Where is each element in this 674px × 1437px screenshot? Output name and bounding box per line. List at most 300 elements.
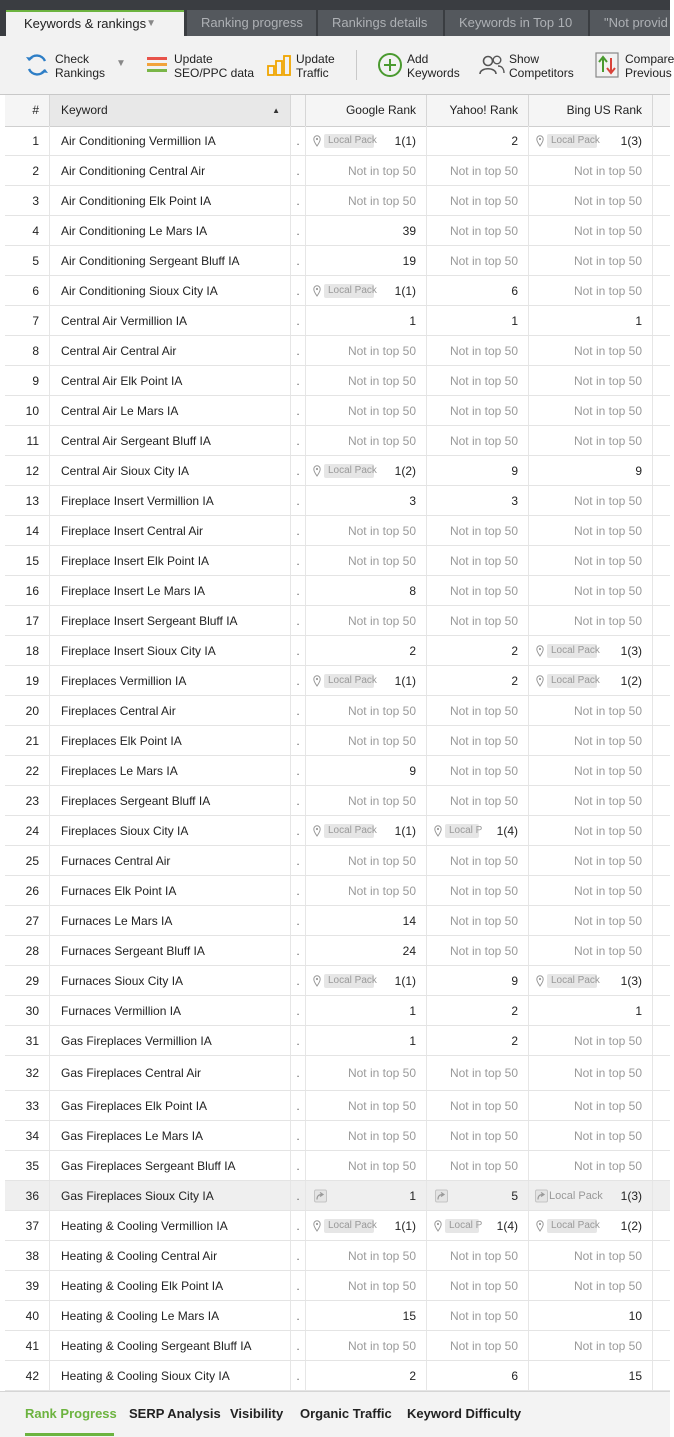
rank-value: 1 [511,313,518,328]
row-marker: . [291,636,306,665]
table-row[interactable] [5,1331,670,1361]
bottom-tab-rank-progress[interactable]: Rank Progress [25,1406,117,1421]
bing-rank-cell [529,546,653,575]
row-marker: . [291,426,306,455]
table-row[interactable] [5,1301,670,1331]
bottom-tab-serp-analysis[interactable]: SERP Analysis [129,1406,221,1421]
external-link-icon[interactable] [535,1189,548,1202]
table-row[interactable] [5,696,670,726]
col-header-keyword[interactable] [50,95,291,126]
google-rank-cell [306,156,427,185]
keyword-cell[interactable]: Fireplaces Vermillion IA [50,666,291,695]
row-number: 14 [5,516,50,545]
rank-value: 9 [409,763,416,778]
google-rank-cell [306,996,427,1025]
table-row[interactable] [5,486,670,516]
row-number: 7 [5,306,50,335]
not-in-top-label: Not in top 50 [573,1033,642,1048]
row-number: 24 [5,816,50,845]
keyword-cell[interactable]: Furnaces Sioux City IA [50,966,291,995]
row-number: 27 [5,906,50,935]
update-traffic-button[interactable] [266,36,346,94]
row-number: 28 [5,936,50,965]
bottom-tab-organic-traffic[interactable]: Organic Traffic [300,1406,392,1421]
not-in-top-label: Not in top 50 [573,1248,642,1263]
keyword-cell[interactable]: Central Air Vermillion IA [50,306,291,335]
keyword-cell[interactable]: Fireplaces Elk Point IA [50,726,291,755]
not-in-top-label: Not in top 50 [573,943,642,958]
tab-label: Keywords in Top 10 [459,15,573,30]
bing-rank-cell [529,246,653,275]
row-marker: . [291,366,306,395]
row-number: 40 [5,1301,50,1330]
row-number: 22 [5,756,50,785]
yahoo-rank-cell [427,1056,529,1090]
not-in-top-label: Not in top 50 [573,853,642,868]
bing-rank-cell [529,1211,653,1240]
table-row[interactable] [5,1151,670,1181]
table-row[interactable] [5,366,670,396]
not-in-top-label: Not in top 50 [449,793,518,808]
row-number: 29 [5,966,50,995]
not-in-top-label: Not in top 50 [347,1158,416,1173]
keyword-cell[interactable]: Fireplace Insert Central Air [50,516,291,545]
not-in-top-label: Not in top 50 [449,583,518,598]
local-pack-badge: Local Pack [324,464,374,478]
external-link-icon[interactable] [435,1189,448,1202]
keyword-cell[interactable]: Gas Fireplaces Sergeant Bluff IA [50,1151,291,1180]
update-seo-ppc-button[interactable] [146,36,255,94]
yahoo-rank-cell [427,1301,529,1330]
rank-value: 14 [402,913,416,928]
map-pin-icon [313,135,321,147]
row-marker: . [291,456,306,485]
google-rank-cell [306,1056,427,1090]
map-pin-icon [313,675,321,687]
table-row[interactable] [5,906,670,936]
rank-value: 24 [402,943,416,958]
not-in-top-label: Not in top 50 [573,1128,642,1143]
keyword-cell[interactable]: Gas Fireplaces Vermillion IA [50,1026,291,1055]
add-circle-icon [377,52,403,78]
chevron-down-icon[interactable]: ▼ [146,18,156,29]
bing-rank-cell [529,486,653,515]
row-number: 18 [5,636,50,665]
keyword-cell[interactable]: Fireplaces Sergeant Bluff IA [50,786,291,815]
not-in-top-label: Not in top 50 [573,583,642,598]
not-in-top-label: Not in top 50 [573,823,642,838]
keyword-cell[interactable]: Air Conditioning Central Air [50,156,291,185]
keyword-cell[interactable]: Gas Fireplaces Sioux City IA [50,1181,291,1210]
row-marker: . [291,1091,306,1120]
row-marker: . [291,726,306,755]
bing-rank-cell [529,966,653,995]
keyword-cell[interactable]: Central Air Central Air [50,336,291,365]
local-pack-badge: Local P [445,824,479,838]
row-number: 16 [5,576,50,605]
google-rank-cell [306,1361,427,1390]
keyword-cell[interactable]: Heating & Cooling Vermillion IA [50,1211,291,1240]
tab-rankings-details[interactable] [318,10,443,36]
rank-value: 1 [409,1188,416,1203]
add-keywords-button[interactable] [377,36,465,94]
table-row[interactable] [5,306,670,336]
table-row[interactable] [5,1361,670,1391]
not-in-top-label: Not in top 50 [573,1158,642,1173]
bing-rank-cell [529,1271,653,1300]
row-marker: . [291,1301,306,1330]
google-rank-cell [306,1211,427,1240]
rank-value: 1(1) [394,973,416,988]
table-row[interactable] [5,936,670,966]
yahoo-rank-cell [427,216,529,245]
not-in-top-label: Not in top 50 [347,523,416,538]
table-row[interactable] [5,156,670,186]
row-number: 30 [5,996,50,1025]
rank-value: 1(4) [496,1218,518,1233]
table-row[interactable] [5,1181,670,1211]
table-row[interactable] [5,786,670,816]
row-number: 23 [5,786,50,815]
keyword-cell[interactable]: Fireplaces Le Mars IA [50,756,291,785]
keyword-cell[interactable]: Fireplace Insert Elk Point IA [50,546,291,575]
tab-not-provided[interactable] [590,10,670,36]
not-in-top-label: Not in top 50 [449,1308,518,1323]
rank-value: 39 [402,223,416,238]
yahoo-rank-cell [427,276,529,305]
rank-value: 2 [511,1003,518,1018]
table-row[interactable] [5,966,670,996]
keyword-cell[interactable]: Heating & Cooling Le Mars IA [50,1301,291,1330]
bing-rank-cell [529,636,653,665]
not-in-top-label: Not in top 50 [449,433,518,448]
not-in-top-label: Not in top 50 [573,763,642,778]
map-pin-icon [434,825,442,837]
bing-rank-cell [529,1241,653,1270]
bing-rank-cell [529,126,653,155]
not-in-top-label: Not in top 50 [449,1098,518,1113]
row-number: 20 [5,696,50,725]
yahoo-rank-cell [427,186,529,215]
keyword-cell[interactable]: Central Air Sioux City IA [50,456,291,485]
map-pin-icon [536,645,544,657]
local-pack-badge: Local Pack [547,674,597,688]
row-number: 19 [5,666,50,695]
keyword-cell[interactable]: Heating & Cooling Sioux City IA [50,1361,291,1390]
not-in-top-label: Not in top 50 [573,793,642,808]
keyword-cell[interactable]: Fireplaces Sioux City IA [50,816,291,845]
row-marker: . [291,126,306,155]
keyword-cell[interactable]: Heating & Cooling Central Air [50,1241,291,1270]
not-in-top-label: Not in top 50 [347,1338,416,1353]
row-marker: . [291,216,306,245]
google-rank-cell [306,216,427,245]
table-row[interactable] [5,186,670,216]
chevron-down-icon[interactable]: ▼ [116,58,126,69]
rank-value: 1(2) [620,673,642,688]
col-header-yahoo[interactable] [427,95,529,126]
table-row[interactable] [5,1271,670,1301]
table-row[interactable] [5,546,670,576]
keyword-cell[interactable]: Gas Fireplaces Le Mars IA [50,1121,291,1150]
row-marker: . [291,1121,306,1150]
tab-keywords-rankings[interactable] [6,10,184,36]
bing-rank-cell [529,576,653,605]
keyword-cell[interactable]: Central Air Sergeant Bluff IA [50,426,291,455]
compare-previous-button[interactable] [595,36,674,94]
table-row[interactable] [5,816,670,846]
table-row[interactable] [5,126,670,156]
not-in-top-label: Not in top 50 [573,523,642,538]
keyword-cell[interactable]: Air Conditioning Sergeant Bluff IA [50,246,291,275]
check-rankings-button[interactable] [24,36,128,94]
col-google-label: Google Rank [345,103,416,117]
yahoo-rank-cell [427,846,529,875]
row-marker: . [291,846,306,875]
table-row[interactable] [5,576,670,606]
table-row[interactable] [5,396,670,426]
compare-previous-label: Compare Previous [625,52,674,80]
keyword-cell[interactable]: Fireplace Insert Vermillion IA [50,486,291,515]
not-in-top-label: Not in top 50 [449,523,518,538]
tab-keywords-top10[interactable] [445,10,588,36]
map-pin-icon [313,465,321,477]
row-marker: . [291,156,306,185]
google-rank-cell [306,756,427,785]
col-num-label: # [32,103,39,117]
rank-value: 9 [635,463,642,478]
not-in-top-label: Not in top 50 [347,1128,416,1143]
keyword-cell[interactable]: Heating & Cooling Sergeant Bluff IA [50,1331,291,1360]
row-number: 9 [5,366,50,395]
keyword-cell[interactable]: Gas Fireplaces Central Air [50,1056,291,1090]
google-rank-cell [306,486,427,515]
not-in-top-label: Not in top 50 [449,613,518,628]
keyword-cell[interactable]: Central Air Elk Point IA [50,366,291,395]
keyword-cell[interactable]: Air Conditioning Elk Point IA [50,186,291,215]
not-in-top-label: Not in top 50 [573,373,642,388]
google-rank-cell [306,546,427,575]
google-rank-cell [306,846,427,875]
row-marker: . [291,876,306,905]
table-row[interactable] [5,996,670,1026]
google-rank-cell [306,576,427,605]
not-in-top-label: Not in top 50 [449,1248,518,1263]
sort-ascending-icon: ▲ [272,106,280,115]
keyword-cell[interactable]: Furnaces Le Mars IA [50,906,291,935]
bing-rank-cell [529,306,653,335]
yahoo-rank-cell [427,666,529,695]
bing-rank-cell [529,756,653,785]
row-number: 32 [5,1056,50,1090]
table-row[interactable] [5,336,670,366]
row-marker: . [291,936,306,965]
google-rank-cell [306,336,427,365]
map-pin-icon [313,1220,321,1232]
table-row[interactable] [5,216,670,246]
col-bing-label: Bing US Rank [566,103,642,117]
table-row[interactable] [5,426,670,456]
google-rank-cell [306,816,427,845]
keyword-cell[interactable]: Gas Fireplaces Elk Point IA [50,1091,291,1120]
table-row[interactable] [5,1026,670,1056]
bing-rank-cell [529,1056,653,1090]
not-in-top-label: Not in top 50 [449,253,518,268]
row-marker: . [291,1026,306,1055]
table-row[interactable] [5,246,670,276]
local-pack-badge: Local Pack [324,974,374,988]
show-competitors-label: Show Competitors [509,52,574,80]
table-row[interactable] [5,876,670,906]
rank-value: 9 [511,973,518,988]
rank-value: 1(3) [620,643,642,658]
toolbar [0,36,674,95]
table-row[interactable] [5,846,670,876]
show-competitors-button[interactable] [479,36,579,94]
yahoo-rank-cell [427,936,529,965]
keyword-cell[interactable]: Fireplaces Central Air [50,696,291,725]
col-header-bing[interactable] [529,95,653,126]
row-marker: . [291,516,306,545]
not-in-top-label: Not in top 50 [449,1278,518,1293]
table-row[interactable] [5,1121,670,1151]
rank-value: 1(1) [394,283,416,298]
table-row[interactable] [5,636,670,666]
not-in-top-label: Not in top 50 [573,913,642,928]
row-marker: . [291,1211,306,1240]
not-in-top-label: Not in top 50 [347,343,416,358]
yahoo-rank-cell [427,606,529,635]
not-in-top-label: Not in top 50 [573,553,642,568]
row-marker: . [291,1271,306,1300]
keyword-cell[interactable]: Fireplace Insert Sergeant Bluff IA [50,606,291,635]
rank-value: 10 [628,1308,642,1323]
keyword-cell[interactable]: Central Air Le Mars IA [50,396,291,425]
keyword-cell[interactable]: Furnaces Central Air [50,846,291,875]
row-marker: . [291,396,306,425]
row-marker: . [291,966,306,995]
bing-rank-cell [529,516,653,545]
rank-value: 3 [409,493,416,508]
col-header-num[interactable] [5,95,50,126]
keyword-cell[interactable]: Furnaces Vermillion IA [50,996,291,1025]
rank-value: 15 [628,1368,642,1383]
not-in-top-label: Not in top 50 [573,223,642,238]
yahoo-rank-cell [427,546,529,575]
table-row[interactable] [5,726,670,756]
table-row[interactable] [5,666,670,696]
keyword-cell[interactable]: Furnaces Elk Point IA [50,876,291,905]
col-header-google[interactable] [306,95,427,126]
tab-ranking-progress[interactable] [187,10,316,36]
table-row[interactable] [5,1091,670,1121]
rank-value: 1 [409,1033,416,1048]
table-row[interactable] [5,1211,670,1241]
not-in-top-label: Not in top 50 [573,253,642,268]
google-rank-cell [306,276,427,305]
add-keywords-label: Add Keywords [407,52,460,80]
yahoo-rank-cell [427,336,529,365]
tab-label: Ranking progress [201,15,303,30]
table-header [5,95,670,127]
keyword-cell[interactable]: Furnaces Sergeant Bluff IA [50,936,291,965]
not-in-top-label: Not in top 50 [449,1066,518,1080]
row-number: 8 [5,336,50,365]
google-rank-cell [306,456,427,485]
bottom-tab-keyword-difficulty[interactable]: Keyword Difficulty [407,1406,522,1421]
table-row[interactable] [5,1241,670,1271]
table-row[interactable] [5,516,670,546]
google-rank-cell [306,1241,427,1270]
keyword-cell[interactable]: Heating & Cooling Elk Point IA [50,1271,291,1300]
row-marker: . [291,1361,306,1390]
keyword-cell[interactable]: Air Conditioning Sioux City IA [50,276,291,305]
yahoo-rank-cell [427,786,529,815]
row-number: 10 [5,396,50,425]
google-rank-cell [306,1151,427,1180]
tab-label: Rankings details [332,15,428,30]
not-in-top-label: Not in top 50 [573,433,642,448]
tab-label: "Not provid [604,15,668,30]
keyword-cell[interactable]: Fireplace Insert Le Mars IA [50,576,291,605]
not-in-top-label: Not in top 50 [573,403,642,418]
bing-rank-cell [529,186,653,215]
bing-rank-cell [529,396,653,425]
table-row[interactable] [5,456,670,486]
bing-rank-cell [529,1121,653,1150]
bottom-tab-visibility[interactable]: Visibility [230,1406,284,1421]
google-rank-cell [306,1091,427,1120]
keyword-cell[interactable]: Air Conditioning Le Mars IA [50,216,291,245]
yahoo-rank-cell [427,1361,529,1390]
row-number: 13 [5,486,50,515]
toolbar-divider [356,50,357,80]
not-in-top-label: Not in top 50 [573,1278,642,1293]
google-rank-cell [306,606,427,635]
yahoo-rank-cell [427,816,529,845]
row-marker: . [291,486,306,515]
bing-rank-cell [529,1301,653,1330]
keyword-cell[interactable]: Fireplace Insert Sioux City IA [50,636,291,665]
rank-value: 15 [402,1308,416,1323]
google-rank-cell [306,876,427,905]
rank-value: 1(2) [620,1218,642,1233]
bing-rank-cell [529,366,653,395]
keyword-cell[interactable]: Air Conditioning Vermillion IA [50,126,291,155]
table-row[interactable] [5,606,670,636]
row-number: 15 [5,546,50,575]
row-marker: . [291,756,306,785]
row-marker: . [291,906,306,935]
google-rank-cell [306,936,427,965]
external-link-icon[interactable] [314,1189,327,1202]
map-pin-icon [536,135,544,147]
table-row[interactable] [5,756,670,786]
tab-label: Keywords & rankings [24,16,147,31]
row-number: 17 [5,606,50,635]
not-in-top-label: Not in top 50 [347,1066,416,1080]
row-number: 38 [5,1241,50,1270]
rank-value: 6 [511,283,518,298]
table-row[interactable] [5,1056,670,1091]
table-row[interactable] [5,276,670,306]
bing-rank-cell [529,1151,653,1180]
rank-value: 1 [409,313,416,328]
yahoo-rank-cell [427,756,529,785]
row-number: 41 [5,1331,50,1360]
yahoo-rank-cell [427,726,529,755]
not-in-top-label: Not in top 50 [449,373,518,388]
